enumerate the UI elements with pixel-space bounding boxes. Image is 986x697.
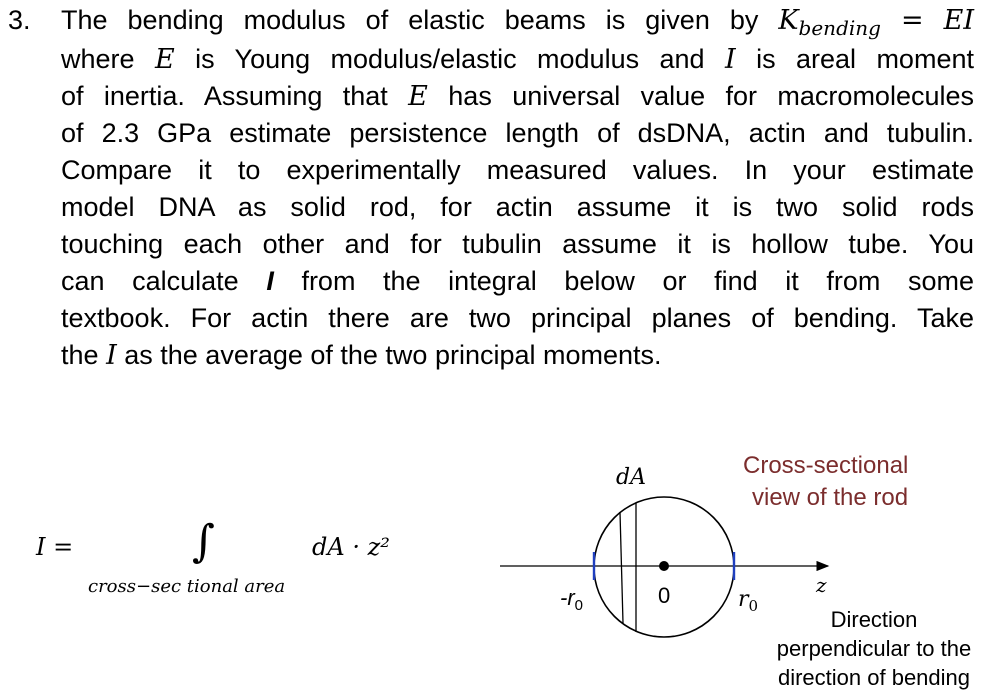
problem-line: Compare it to experimentally measured values. In your estimate bbox=[61, 155, 974, 185]
problem-line: model DNA as solid rod, for actin assume it is two solid rods bbox=[61, 192, 974, 222]
problem-line: the I as the average of the two principal moments. bbox=[61, 340, 662, 371]
rod-cross-section-diagram bbox=[490, 440, 986, 697]
integrand: dA · z² bbox=[312, 533, 390, 561]
problem-number: 3. bbox=[8, 5, 31, 35]
neg-r0-label: $-r_0$ bbox=[560, 585, 583, 614]
origin-label: 0 bbox=[658, 583, 671, 608]
dA-strip-left bbox=[620, 512, 623, 623]
problem-line: textbook. For actin there are two principal planes of bending. Take bbox=[61, 303, 974, 333]
problem-line: The bending modulus of elastic beams is given by $K_{bending}$ = EI bbox=[61, 5, 974, 40]
caption-line2: perpendicular to the bbox=[776, 636, 972, 661]
dA-label: dA bbox=[616, 465, 646, 490]
r0-label: $r_0$ bbox=[738, 587, 759, 615]
problem-line: of inertia. Assuming that E has universal value for macromolecules bbox=[61, 81, 974, 112]
problem-statement bbox=[8, 2, 974, 374]
problem-line: where E is Young modulus/elastic modulus and I is areal moment bbox=[61, 44, 974, 75]
problem-line: of 2.3 GPa estimate persistence length of dsDNA, actin and tubulin. bbox=[61, 118, 974, 148]
origin-dot bbox=[659, 561, 669, 571]
problem-line: can calculate I from the integral below or find it from some bbox=[61, 266, 974, 296]
caption-line3: direction of bending bbox=[777, 665, 971, 690]
formula-lhs: I = bbox=[36, 533, 74, 561]
diagram-title-line1: Cross-sectional bbox=[743, 452, 909, 479]
problem-text bbox=[61, 2, 974, 374]
integral-sign: ∫ bbox=[192, 516, 215, 567]
z-axis-label: z bbox=[816, 573, 827, 597]
caption-line1: Direction bbox=[830, 607, 918, 632]
problem-line: touching each other and for tubulin assume it is hollow tube. You bbox=[61, 229, 974, 259]
integral-domain: cross−sec tional area bbox=[88, 576, 286, 597]
diagram-title-line2: view of the rod bbox=[752, 484, 909, 511]
moment-of-inertia-formula bbox=[0, 500, 420, 620]
